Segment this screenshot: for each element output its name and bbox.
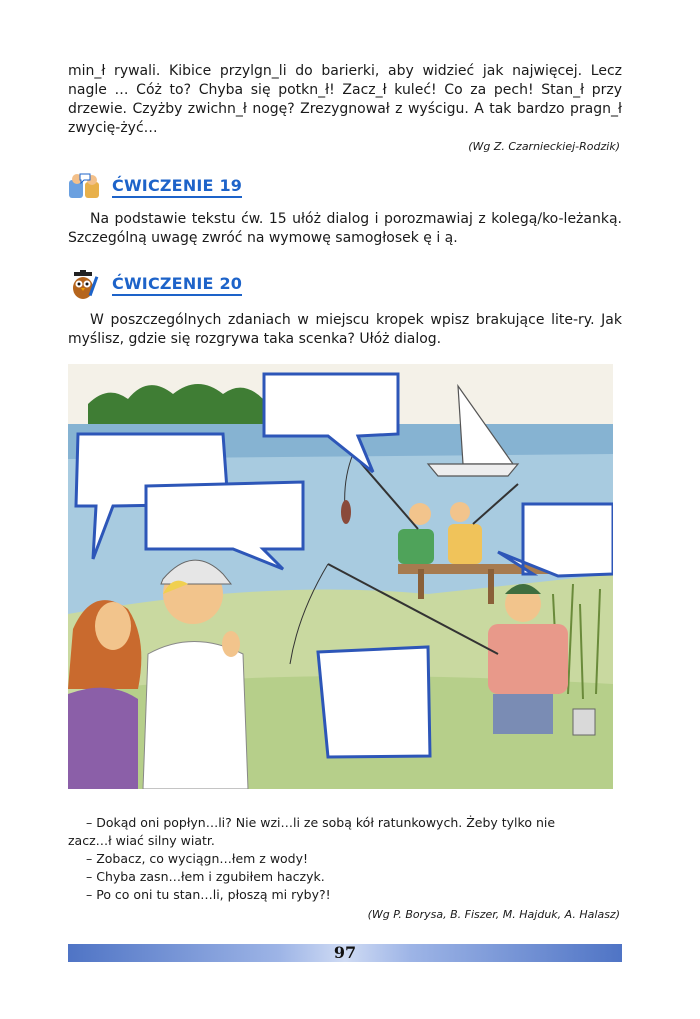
- page-number: 97: [333, 943, 357, 962]
- exercise-19-title: ĆWICZENIE 19: [112, 176, 242, 198]
- top-paragraph: min_ł rywali. Kibice przylgn_li do barierki, aby widzieć jak najwięcej. Lecz nagle … Cóż to? Chyba się potkn_ł! Zacz_ł kuleć! Co za pech! Stan_ł przy drzewie. Czyżby zwichn_ł nogę? Zrezygnował z wyścigu. A tak bardzo pragn_ł zwycię-żyć…: [68, 63, 622, 136]
- exercise-19-header: [68, 172, 242, 202]
- exercise-19-text: Na podstawie tekstu ćw. 15 ułóż dialog i porozmawiaj z kolegą/ko-leżanką. Szczególną uwagę zwróć na wymowę samogłosek ę i ą.: [68, 211, 622, 246]
- exercise-20-text: W poszczególnych zdaniach w miejscu kropek wpisz brakujące lite-ry. Jak myślisz, gdzie się rozgrywa taka scenka? Ułóż dialog.: [68, 312, 622, 347]
- bottom-citation: (Wg P. Borysa, B. Fiszer, M. Hajduk, A. Halasz): [367, 908, 620, 921]
- exercise-20-header: [68, 270, 242, 300]
- owl-pencil-icon: [68, 270, 102, 300]
- dialog-line: – Chyba zasn…łem i zgubiłem haczyk.: [86, 869, 325, 884]
- children-talking-icon: [68, 172, 102, 202]
- dialog-block: [68, 814, 622, 904]
- dialog-line: – Dokąd oni popłyn…li? Nie wzi…li ze sobą kół ratunkowych. Żeby tylko nie: [86, 815, 556, 830]
- dialog-line: – Zobacz, co wyciągn…łem z wody!: [86, 851, 309, 866]
- top-citation: (Wg Z. Czarnieckiej-Rodzik): [468, 140, 620, 153]
- exercise-20-title: ĆWICZENIE 20: [112, 274, 242, 296]
- dialog-line: – Po co oni tu stan…li, płoszą mi ryby?!: [86, 887, 331, 902]
- dialog-line: zacz…ł wiać silny wiatr.: [68, 833, 215, 848]
- fishing-scene-illustration: [68, 364, 613, 789]
